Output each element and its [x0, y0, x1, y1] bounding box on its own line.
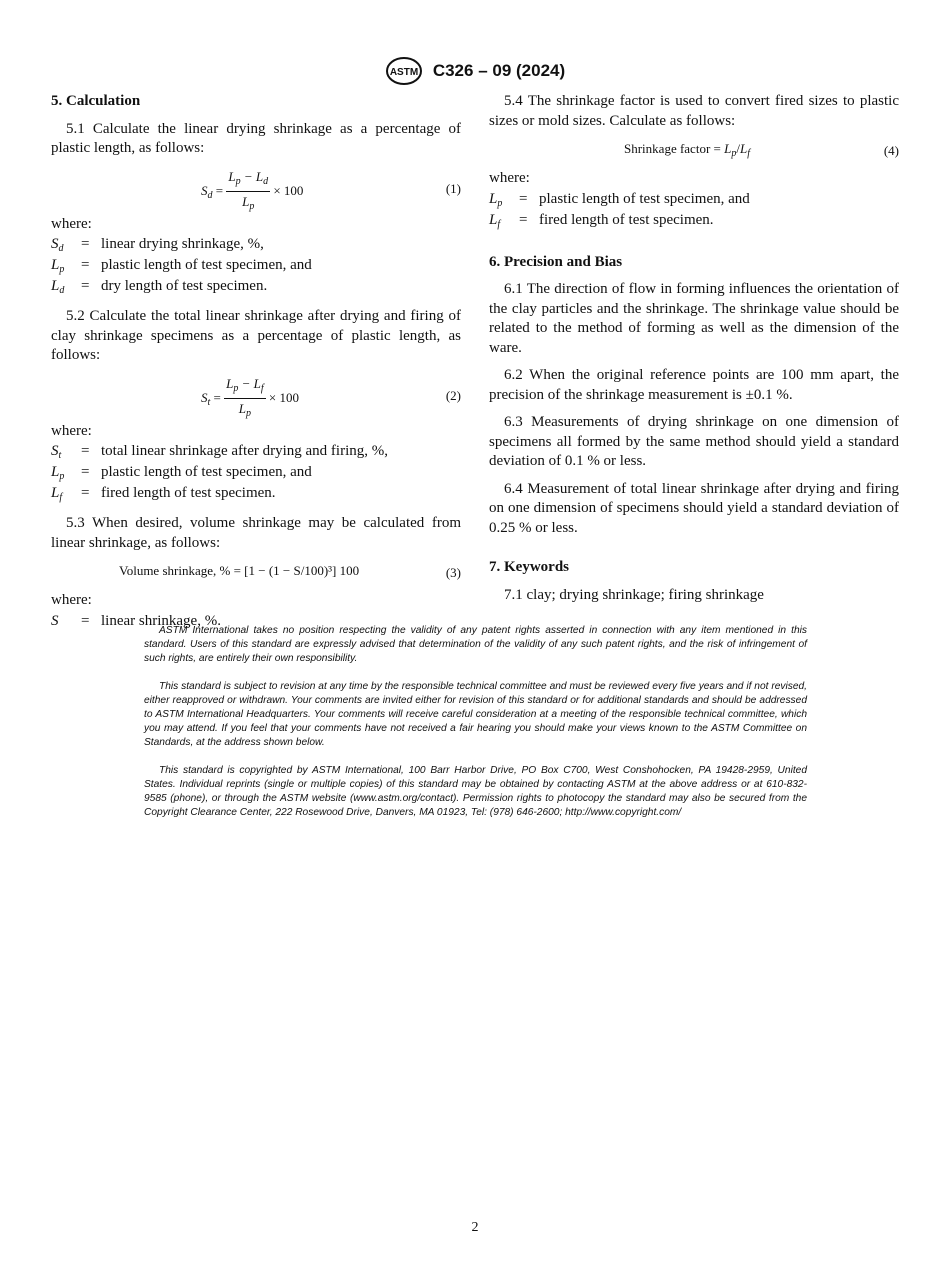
definition-row: $L_d$ = dry length of test specimen.: [51, 278, 268, 296]
where-label: where:: [51, 215, 92, 232]
equation-4-number: (4): [883, 143, 899, 158]
definition-row: $L_p$ = plastic length of test specimen, and: [51, 257, 312, 275]
definition-row: $L_f$ = fired length of test specimen.: [489, 211, 714, 230]
equation-3-number: (3): [445, 565, 461, 580]
equation-4: Shrinkage factor = $L_p/L_f$ (4): [624, 141, 899, 159]
where-label: where:: [51, 592, 92, 608]
equation-1: $S_d$ = $\frac{L_p - L_d}{L_p}$ × 100 (1): [201, 168, 461, 212]
paragraph-7-1: 7.1 clay; drying shrinkage; firing shrinkage: [504, 586, 764, 603]
where-label: where:: [489, 170, 530, 186]
astm-logo-icon: [385, 56, 423, 86]
definition-row: S = linear shrinkage, %.: [51, 612, 221, 629]
svg-text:ASTM: ASTM: [389, 67, 418, 78]
paragraph-5-2: 5.2 Calculate the total linear shrinkage after drying and firing of clay shrinkage specimens as a percentage of plastic length, as follows:: [51, 308, 461, 363]
equation-3: Volume shrinkage, % = [1 − (1 − S/100)³] 100 (3): [51, 561, 461, 583]
paragraph-5-1: 5.1 Calculate the linear drying shrinkage as a percentage of plastic length, as follows:: [51, 120, 461, 156]
left-column: [51, 92, 461, 642]
section-5-title: 5. Calculation: [51, 93, 141, 109]
definitions-4: [489, 191, 750, 233]
equation-1-number: (1): [445, 180, 461, 196]
paragraph-6-1: 6.1 The direction of flow in forming influences the orientation of the clay particles and the shrinkage. The shrinkage value should be related to the method of forming as well as the dimension of the ware.: [489, 281, 899, 356]
paragraph-6-2: 6.2 When the original reference points are 100 mm apart, the precision of the shrinkage measurement is ±0.1 %.: [489, 367, 899, 403]
definition-row: $S_t$ = total linear shrinkage after drying and firing, %,: [51, 443, 388, 461]
equation-2-number: (2): [445, 387, 461, 403]
revision-notice: This standard is subject to revision at any time by the responsible technical committee and must be reviewed every five years and if not revised, either reapproved or withdrawn. Your comments are invited either for revision of this standard or for additional standards and should be addressed to ASTM International Headquarters. Your comments will receive careful consideration at a meeting of the responsible technical committee, which you may attend. If you feel that your comments have not received a fair hearing you should make your views known to the ASTM Committee on Standards, at the address shown below.: [144, 681, 807, 748]
definition-row: $L_f$ = fired length of test specimen.: [51, 485, 276, 503]
paragraph-5-3: 5.3 When desired, volume shrinkage may be calculated from linear shrinkage, as follows:: [51, 515, 461, 551]
definition-row: $L_p$ = plastic length of test specimen, and: [51, 464, 312, 482]
legal-notices: [144, 624, 807, 834]
right-column: [489, 92, 899, 613]
page-header: [0, 56, 950, 86]
page-number: 2: [471, 1220, 479, 1235]
definitions-2: [51, 443, 388, 506]
patent-notice: ASTM International takes no position respecting the validity of any patent rights asserted in connection with any item mentioned in this standard. Users of this standard are expressly advised that determination of the validity of any such patent rights, and the risk of infringement of such rights, are entirely their own responsibility.: [144, 625, 807, 664]
definition-row: $S_d$ = linear drying shrinkage, %,: [51, 236, 264, 254]
equation-2: $S_t$ = $\frac{L_p - L_f}{L_p}$ × 100 (2): [201, 375, 461, 419]
paragraph-5-4: 5.4 The shrinkage factor is used to convert fired sizes to plastic sizes or mold sizes. Calculate as follows:: [489, 93, 899, 129]
paragraph-6-3: 6.3 Measurements of drying shrinkage on one dimension of specimens all formed by the same method should yield a standard deviation of 0.1 % or less.: [489, 414, 899, 469]
where-label: where:: [51, 422, 92, 439]
section-7-title: 7. Keywords: [489, 559, 569, 575]
section-6-title: 6. Precision and Bias: [489, 253, 623, 270]
copyright-notice: This standard is copyrighted by ASTM International, 100 Barr Harbor Drive, PO Box C700, West Conshohocken, PA 19428-2959, United States. Individual reprints (single or multiple copies) of this standard may be obtained by contacting ASTM at the above address or at 610-832-9585 (phone), or through the ASTM website (www.astm.org/contact). Permission rights to photocopy the standard may also be secured from the Copyright Clearance Center, 222 Rosewood Drive, Danvers, MA 01923, Tel: (978) 646-2600; http://www.copyright.com/: [144, 765, 807, 818]
definition-row: $L_p$ = plastic length of test specimen, and: [489, 190, 750, 209]
paragraph-6-4: 6.4 Measurement of total linear shrinkage after drying and firing on one dimension of specimens should yield a standard deviation of 0.25 % or less.: [489, 480, 899, 536]
definitions-1: [51, 236, 312, 299]
standard-designation: C326 – 09 (2024): [432, 61, 566, 80]
